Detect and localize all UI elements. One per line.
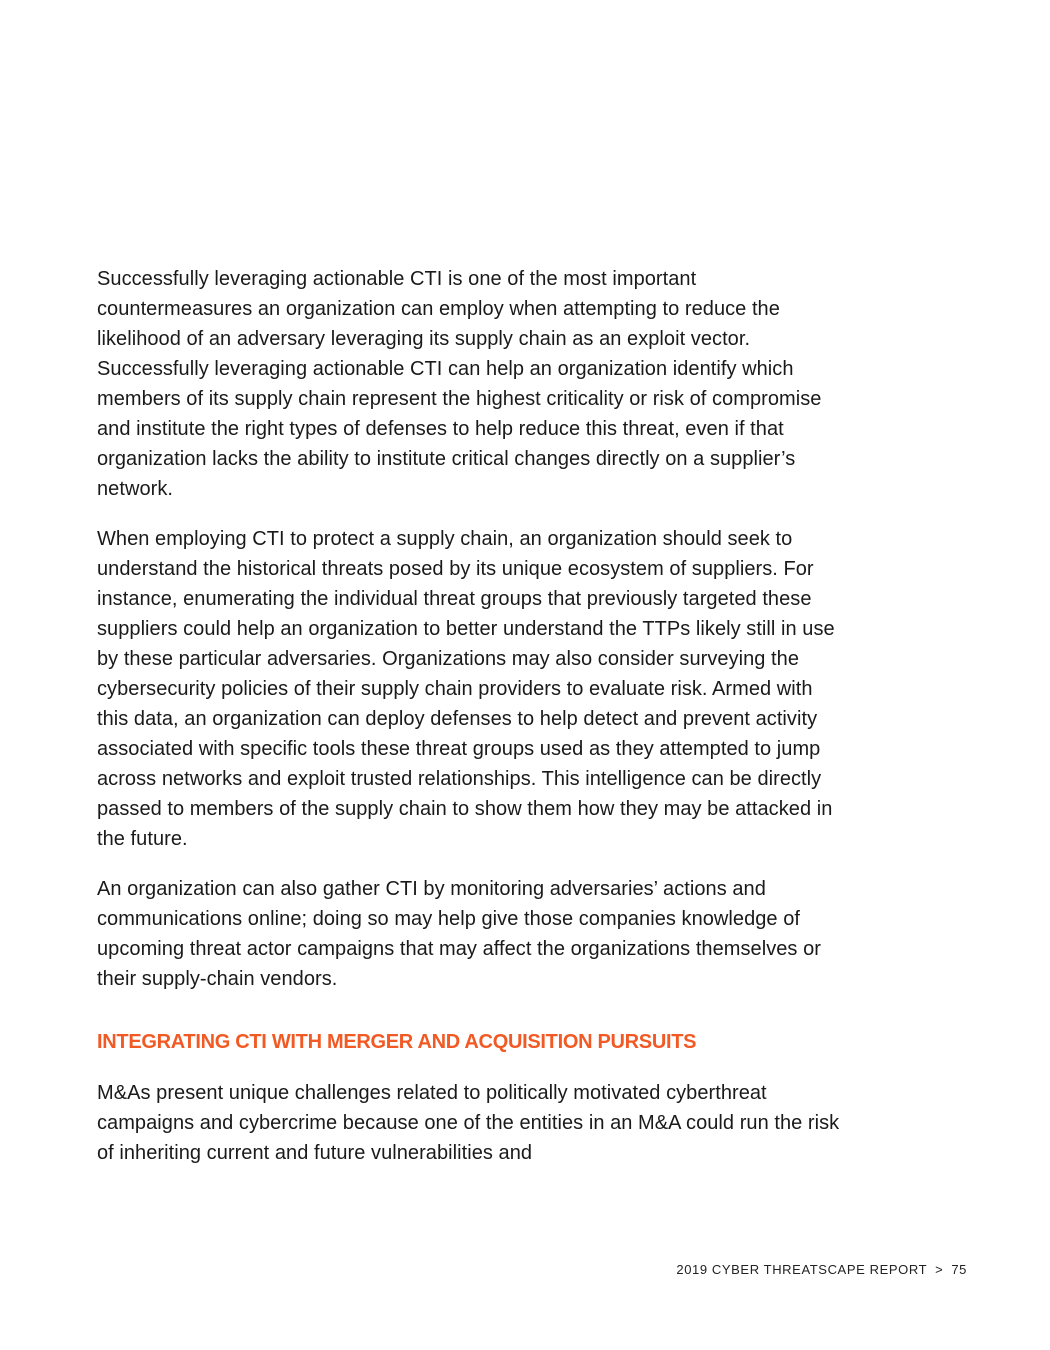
body-paragraph-1: Successfully leveraging actionable CTI is one of the most important countermeasures an organization can employ when attempting to reduce the likelihood of an adversary leveraging its supply chain as an exploit vector. Successfully leveraging actionable CTI can help an organization identify which members of its supply chain represent the highest criticality or risk of compromise and institute the right types of defenses to help reduce this threat, even if that organization lacks the ability to institute critical changes directly on a supplier’s network.: [97, 268, 822, 500]
section-heading: INTEGRATING CTI WITH MERGER AND ACQUISITION PURSUITS: [97, 1031, 697, 1053]
footer-report-title: 2019 CYBER THREATSCAPE REPORT: [676, 1262, 928, 1277]
body-paragraph-2: When employing CTI to protect a supply chain, an organization should seek to understand the historical threats posed by its unique ecosystem of suppliers. For instance, enumerating the individual threat groups that previously targeted these suppliers could help an organization to better understand the TTPs likely still in use by these particular adversaries. Organizations may also consider surveying the cybersecurity policies of their supply chain providers to evaluate risk. Armed with this data, an organization can deploy defenses to help detect and prevent activity associated with specific tools these threat groups used as they attempted to jump across networks and exploit trusted relationships. This intelligence can be directly passed to members of the supply chain to show them how they may be attacked in the future.: [97, 528, 835, 850]
page-number: 75: [951, 1262, 967, 1277]
page-footer: [676, 1262, 967, 1277]
page-body: [97, 264, 849, 1188]
body-paragraph-3: An organization can also gather CTI by monitoring adversaries’ actions and communications online; doing so may help give those companies knowledge of upcoming threat actor campaigns that may affect the organizations themselves or their supply-chain vendors.: [97, 878, 821, 990]
section-paragraph: M&As present unique challenges related to politically motivated cyberthreat campaigns and cybercrime because one of the entities in an M&A could run the risk of inheriting current and future vulnerabilities and: [97, 1082, 840, 1164]
footer-separator: >: [935, 1262, 944, 1277]
